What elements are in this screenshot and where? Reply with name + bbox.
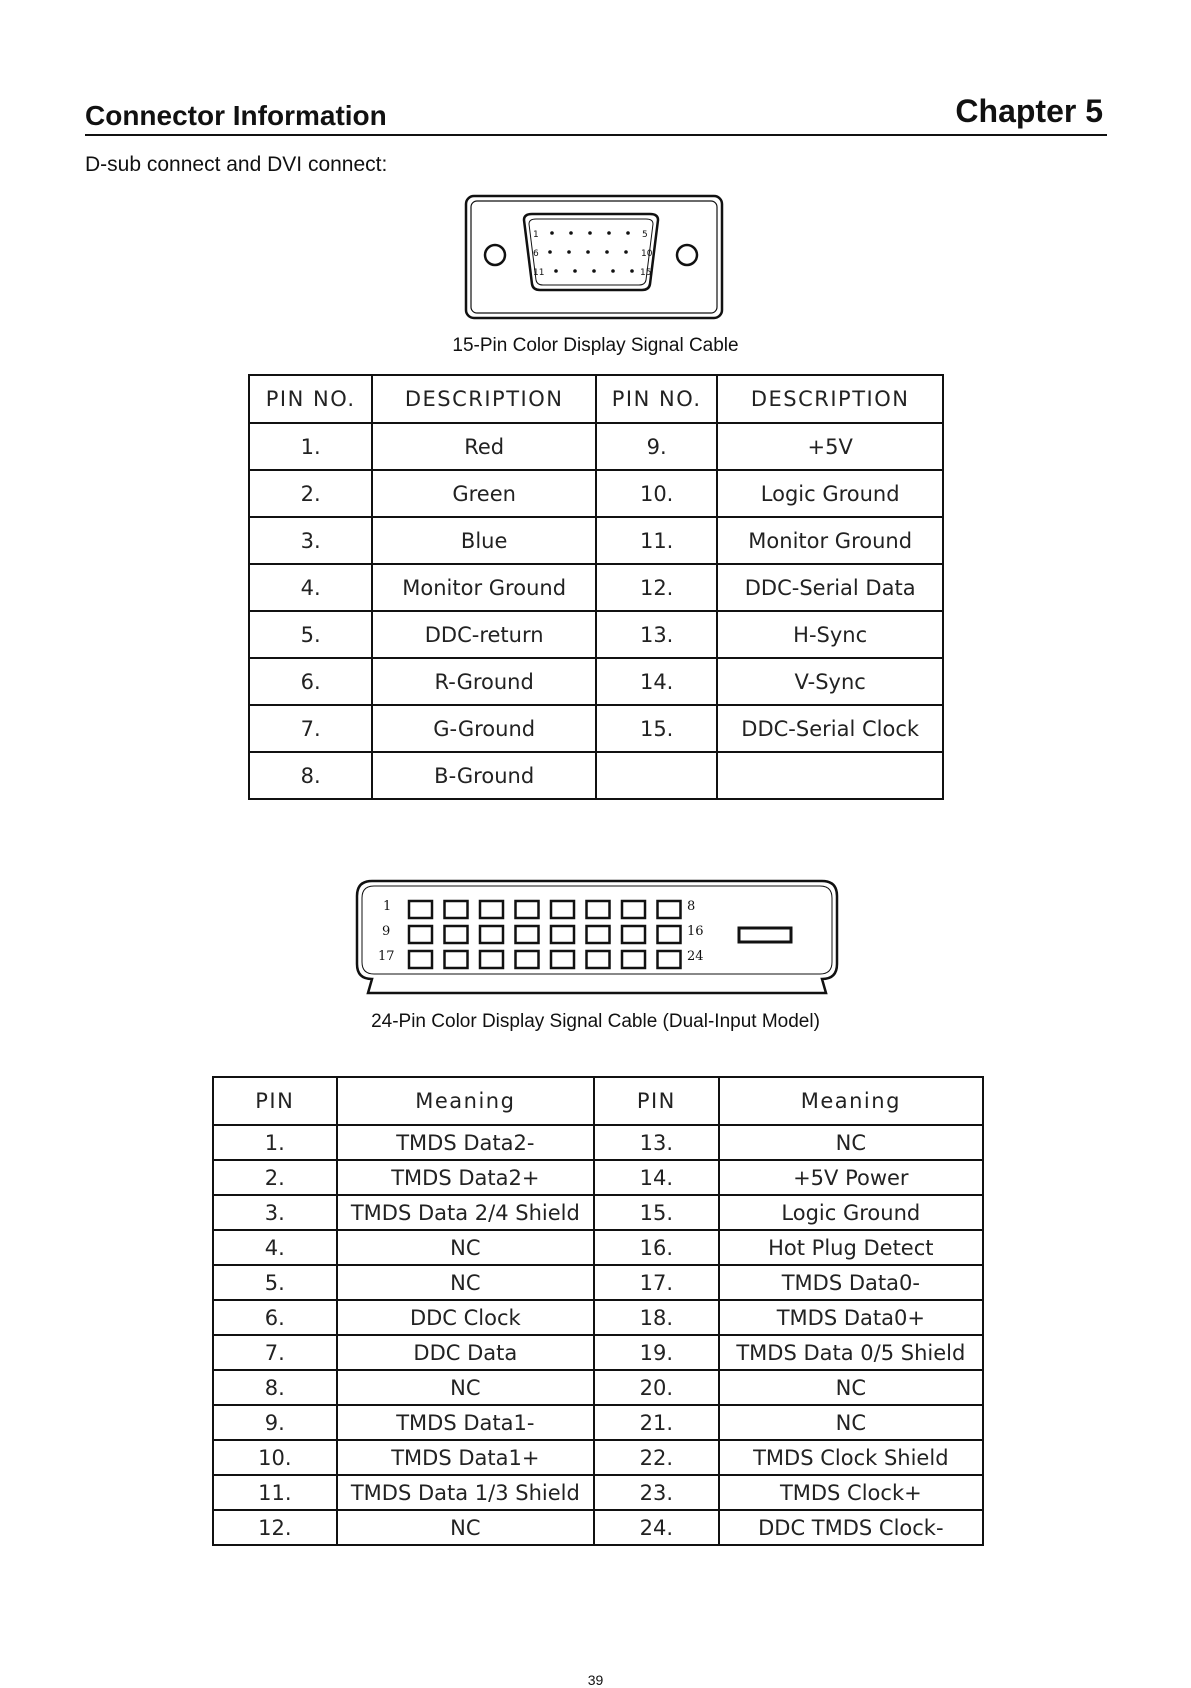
pin-meaning: +5V Power	[719, 1160, 983, 1195]
dvi-flat-blade	[739, 928, 791, 942]
pin-number: 15.	[594, 1195, 719, 1230]
table-header-row	[213, 1077, 983, 1125]
page-header	[85, 92, 1107, 136]
vga-pin-dot	[554, 269, 558, 273]
pin-number: 2.	[213, 1160, 337, 1195]
dvi-pin-square	[409, 901, 432, 918]
table-row	[213, 1195, 983, 1230]
table-row	[213, 1230, 983, 1265]
pin-number: 5.	[213, 1265, 337, 1300]
column-header: PIN NO.	[249, 375, 372, 423]
dvi-pin-label-1: 1	[383, 899, 392, 914]
vga-pin-dot	[588, 231, 592, 235]
pin-meaning: Logic Ground	[719, 1195, 983, 1230]
dvi-pin-square	[480, 951, 503, 968]
pin-number: 10.	[596, 470, 717, 517]
pin-meaning: TMDS Data 0/5 Shield	[719, 1335, 983, 1370]
dvi-pin-square	[445, 951, 468, 968]
vga-pin-dot	[626, 231, 630, 235]
vga-pin-label-6: 6	[533, 249, 539, 259]
dvi-pin-squares	[409, 901, 681, 968]
pin-description: Logic Ground	[717, 470, 943, 517]
pin-meaning: NC	[719, 1370, 983, 1405]
dvi-pin-square	[658, 901, 681, 918]
pin-meaning: NC	[719, 1405, 983, 1440]
pin-description: Blue	[372, 517, 596, 564]
chapter-label: Chapter 5	[955, 93, 1103, 129]
vga-pin-dot	[573, 269, 577, 273]
dvi-pin-label-16: 16	[687, 924, 704, 939]
vga-pin-label-5: 5	[642, 230, 648, 240]
pin-number: 19.	[594, 1335, 719, 1370]
dvi-pin-label-24: 24	[687, 949, 704, 964]
pin-description: Monitor Ground	[372, 564, 596, 611]
pin-number: 8.	[249, 752, 372, 799]
vga-pin-dots	[548, 231, 634, 273]
vga-pin-label-15: 15	[640, 268, 652, 278]
pin-number: 1.	[213, 1125, 337, 1160]
pin-description: B-Ground	[372, 752, 596, 799]
pin-number: 7.	[213, 1335, 337, 1370]
table-row	[213, 1265, 983, 1300]
column-header: DESCRIPTION	[372, 375, 596, 423]
pin-number: 8.	[213, 1370, 337, 1405]
pin-number: 6.	[249, 658, 372, 705]
table-row	[213, 1510, 983, 1545]
dvi-pin-square	[480, 926, 503, 943]
dvi-connector-figure	[354, 878, 840, 996]
vga-pin-dot	[569, 231, 573, 235]
table-row	[249, 705, 943, 752]
pin-number: 23.	[594, 1475, 719, 1510]
pin-description: Green	[372, 470, 596, 517]
pin-meaning: TMDS Data1+	[337, 1440, 594, 1475]
dvi-pin-square	[551, 901, 574, 918]
pin-number: 3.	[249, 517, 372, 564]
pin-meaning: NC	[719, 1125, 983, 1160]
dvi-pin-square	[516, 926, 539, 943]
pin-meaning: TMDS Data0+	[719, 1300, 983, 1335]
table-header-row	[249, 375, 943, 423]
pin-number: 7.	[249, 705, 372, 752]
pin-number: 14.	[594, 1160, 719, 1195]
pin-description: DDC-Serial Clock	[717, 705, 943, 752]
vga-pin-label-10: 10	[641, 249, 653, 259]
vga-pin-dot	[624, 250, 628, 254]
table-row	[213, 1125, 983, 1160]
table-row	[249, 470, 943, 517]
dvi-pin-square	[587, 926, 610, 943]
dvi-pin-square	[445, 901, 468, 918]
pin-number: 24.	[594, 1510, 719, 1545]
pin-meaning: TMDS Clock Shield	[719, 1440, 983, 1475]
pin-number: 13.	[594, 1125, 719, 1160]
pin-meaning: TMDS Data2+	[337, 1160, 594, 1195]
table-row	[213, 1370, 983, 1405]
table-row	[249, 517, 943, 564]
dvi-pin-label-9: 9	[382, 924, 391, 939]
vga-pin-table	[248, 374, 944, 800]
pin-number: 12.	[596, 564, 717, 611]
pin-meaning: TMDS Data2-	[337, 1125, 594, 1160]
pin-number: 1.	[249, 423, 372, 470]
pin-number: 20.	[594, 1370, 719, 1405]
pin-meaning: DDC TMDS Clock-	[719, 1510, 983, 1545]
dvi-pin-square	[622, 951, 645, 968]
table-row	[249, 752, 943, 799]
dvi-pin-square	[445, 926, 468, 943]
pin-number: 21.	[594, 1405, 719, 1440]
dvi-pin-square	[409, 951, 432, 968]
section-title: Connector Information	[85, 100, 387, 131]
dvi-pin-square	[622, 901, 645, 918]
pin-meaning: TMDS Data 2/4 Shield	[337, 1195, 594, 1230]
pin-number: 11.	[596, 517, 717, 564]
vga-pin-dot	[586, 250, 590, 254]
pin-meaning: NC	[337, 1370, 594, 1405]
dvi-pin-label-8: 8	[687, 899, 696, 914]
pin-number: 16.	[594, 1230, 719, 1265]
dvi-caption: 24-Pin Color Display Signal Cable (Dual-Input Model)	[371, 1011, 820, 1032]
pin-description: V-Sync	[717, 658, 943, 705]
vga-connector-figure	[464, 194, 724, 320]
pin-description: DDC-Serial Data	[717, 564, 943, 611]
dvi-pin-square	[551, 926, 574, 943]
vga-pin-dot	[605, 250, 609, 254]
table-row	[213, 1335, 983, 1370]
dvi-pin-table	[212, 1076, 984, 1546]
pin-number: 2.	[249, 470, 372, 517]
table-row	[213, 1160, 983, 1195]
pin-number	[596, 752, 717, 799]
vga-caption: 15-Pin Color Display Signal Cable	[452, 335, 739, 356]
dvi-pin-square	[516, 901, 539, 918]
vga-pin-dot	[630, 269, 634, 273]
pin-number: 22.	[594, 1440, 719, 1475]
pin-meaning: TMDS Data0-	[719, 1265, 983, 1300]
dvi-pin-square	[587, 951, 610, 968]
pin-meaning: NC	[337, 1265, 594, 1300]
table-row	[249, 564, 943, 611]
table-row	[249, 658, 943, 705]
vga-pin-dot	[611, 269, 615, 273]
pin-meaning: TMDS Data 1/3 Shield	[337, 1475, 594, 1510]
table-row	[213, 1475, 983, 1510]
dvi-pin-square	[658, 926, 681, 943]
dvi-pin-square	[516, 951, 539, 968]
pin-meaning: DDC Clock	[337, 1300, 594, 1335]
dvi-pin-square	[622, 926, 645, 943]
pin-number: 10.	[213, 1440, 337, 1475]
table-row	[213, 1440, 983, 1475]
pin-number: 6.	[213, 1300, 337, 1335]
dvi-pin-square	[480, 901, 503, 918]
pin-number: 13.	[596, 611, 717, 658]
column-header: Meaning	[719, 1077, 983, 1125]
dvi-pin-label-17: 17	[378, 949, 395, 964]
pin-meaning: NC	[337, 1510, 594, 1545]
vga-pin-label-11: 11	[533, 268, 545, 278]
vga-pin-label-1: 1	[533, 230, 539, 240]
pin-description	[717, 752, 943, 799]
pin-number: 18.	[594, 1300, 719, 1335]
pin-description: +5V	[717, 423, 943, 470]
pin-meaning: TMDS Clock+	[719, 1475, 983, 1510]
pin-number: 5.	[249, 611, 372, 658]
vga-pin-dot	[607, 231, 611, 235]
pin-number: 17.	[594, 1265, 719, 1300]
pin-number: 9.	[596, 423, 717, 470]
intro-text: D-sub connect and DVI connect:	[85, 153, 388, 176]
pin-description: Monitor Ground	[717, 517, 943, 564]
vga-pin-dot	[548, 250, 552, 254]
table-row	[249, 423, 943, 470]
pin-description: DDC-return	[372, 611, 596, 658]
pin-description: Red	[372, 423, 596, 470]
table-row	[213, 1300, 983, 1335]
vga-pin-dot	[567, 250, 571, 254]
pin-number: 4.	[249, 564, 372, 611]
column-header: PIN NO.	[596, 375, 717, 423]
dvi-pin-square	[587, 901, 610, 918]
column-header: DESCRIPTION	[717, 375, 943, 423]
pin-meaning: Hot Plug Detect	[719, 1230, 983, 1265]
dvi-pin-square	[409, 926, 432, 943]
pin-number: 11.	[213, 1475, 337, 1510]
pin-number: 9.	[213, 1405, 337, 1440]
pin-description: G-Ground	[372, 705, 596, 752]
dvi-pin-square	[658, 951, 681, 968]
pin-meaning: DDC Data	[337, 1335, 594, 1370]
pin-number: 15.	[596, 705, 717, 752]
pin-meaning: NC	[337, 1230, 594, 1265]
pin-number: 3.	[213, 1195, 337, 1230]
vga-pin-dot	[550, 231, 554, 235]
page-number: 39	[587, 1672, 604, 1688]
table-row	[213, 1405, 983, 1440]
pin-description: R-Ground	[372, 658, 596, 705]
column-header: PIN	[594, 1077, 719, 1125]
vga-pin-dot	[592, 269, 596, 273]
pin-number: 14.	[596, 658, 717, 705]
table-row	[249, 611, 943, 658]
column-header: PIN	[213, 1077, 337, 1125]
pin-meaning: TMDS Data1-	[337, 1405, 594, 1440]
pin-description: H-Sync	[717, 611, 943, 658]
pin-number: 12.	[213, 1510, 337, 1545]
column-header: Meaning	[337, 1077, 594, 1125]
pin-number: 4.	[213, 1230, 337, 1265]
dvi-pin-square	[551, 951, 574, 968]
